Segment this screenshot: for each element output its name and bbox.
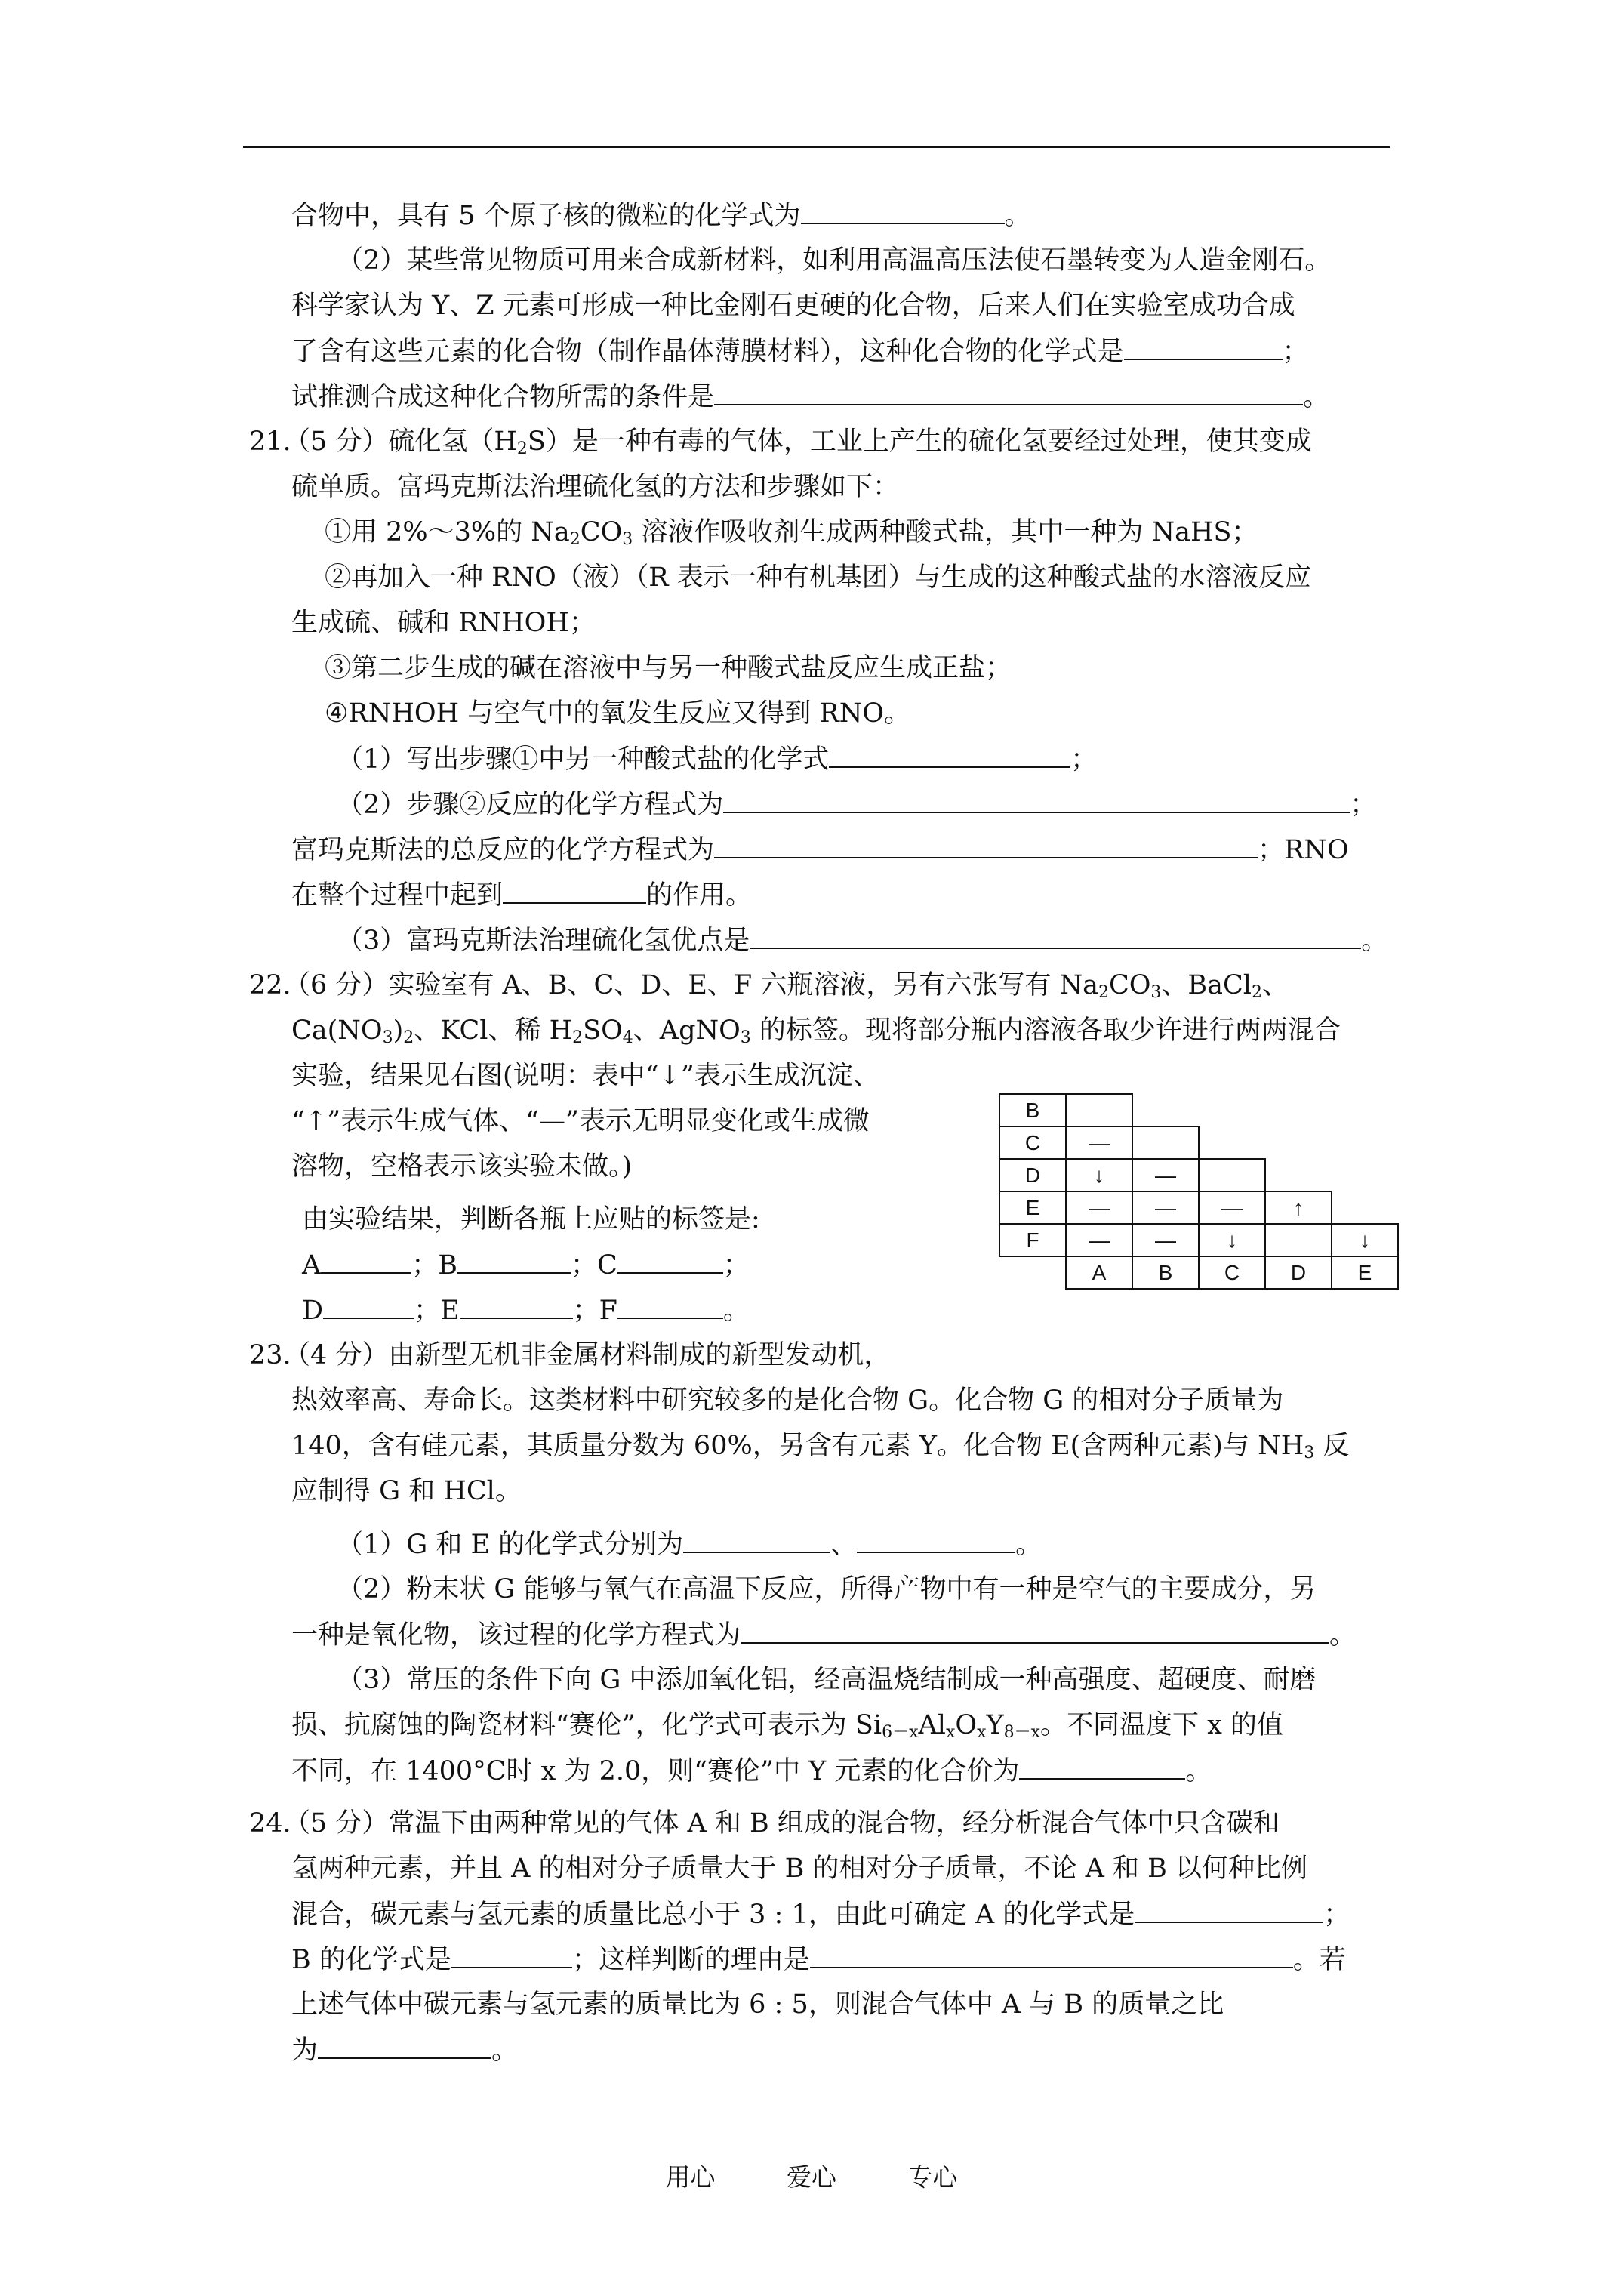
q22-line6: 由实验结果，判断各瓶上应贴的标签是: <box>302 1204 760 1234</box>
text: ； <box>1323 1900 1350 1930</box>
text: 试推测合成这种化合物所需的条件是 <box>291 382 715 412</box>
text: A <box>302 1250 322 1281</box>
question-number: 22. <box>249 970 291 1000</box>
text: ； <box>1070 744 1098 775</box>
q22-line3: 实验，结果见右图(说明：表中“↓”表示生成沉淀、 <box>291 1061 879 1091</box>
text: 。 <box>1185 1756 1212 1786</box>
answer-blank[interactable] <box>1135 1897 1323 1923</box>
text: 不同，在 1400°C时 x 为 2.0，则“赛伦”中 Y 元素的化合价为 <box>291 1756 1020 1786</box>
text: CO <box>580 517 623 547</box>
q23-sub3: （3）常压的条件下向 G 中添加氧化铝，经高温烧结制成一种高强度、超硬度、耐磨 <box>337 1665 1317 1695</box>
q20-line5 <box>291 380 1329 414</box>
text: ； <box>722 1250 750 1281</box>
result-cell: — <box>1132 1158 1200 1192</box>
q23-sub3b <box>291 1709 1283 1742</box>
answer-blank[interactable] <box>503 878 646 904</box>
subscript: 6－x <box>882 1723 919 1742</box>
text: 、BaCl <box>1161 970 1252 1000</box>
text: 、KCl、稀 H <box>414 1015 573 1046</box>
q23-sub2b <box>291 1618 1356 1652</box>
row-label-F: F <box>999 1223 1067 1257</box>
text: Y <box>986 1710 1004 1740</box>
subscript: 2 <box>516 439 528 458</box>
col-label-C: C <box>1198 1256 1266 1290</box>
row-label-B: B <box>999 1093 1067 1127</box>
answer-blank[interactable] <box>318 2033 491 2059</box>
subscript: 3 <box>382 1028 393 1047</box>
question-number: 24. <box>249 1808 291 1838</box>
q21-step1 <box>325 516 1258 549</box>
col-label-B: B <box>1132 1256 1200 1290</box>
text: 合物中，具有 5 个原子核的微粒的化学式为 <box>291 201 801 231</box>
result-cell <box>1264 1223 1332 1257</box>
subscript: 3 <box>622 530 633 549</box>
q22-answers-row1 <box>302 1248 750 1282</box>
text: 。 <box>722 1296 750 1326</box>
text: 富玛克斯法的总反应的化学方程式为 <box>291 835 715 865</box>
text: 。 <box>1329 1620 1357 1650</box>
q24-line1: （5 分）常温下由两种常见的气体 A 和 B 组成的混合物，经分析混合气体中只含碳和 <box>284 1808 1280 1838</box>
answer-blank[interactable] <box>723 787 1350 813</box>
page-footer <box>0 2158 1623 2193</box>
text: （1）写出步骤①中另一种酸式盐的化学式 <box>337 744 830 775</box>
text: ；C <box>571 1250 617 1281</box>
q21-step4: ④RNHOH 与空气中的氧发生反应又得到 RNO。 <box>325 698 911 729</box>
text: 在整个过程中起到 <box>291 880 504 911</box>
subscript: 3 <box>1304 1444 1315 1462</box>
text: 一种是氧化物，该过程的化学方程式为 <box>291 1620 741 1650</box>
subscript: 2 <box>403 1028 414 1047</box>
row-label-E: E <box>999 1191 1067 1225</box>
answer-blank[interactable] <box>683 1527 830 1553</box>
text: 、 <box>1261 970 1289 1000</box>
answer-blank[interactable] <box>714 380 1303 405</box>
header-rule <box>243 146 1390 148</box>
text: ；RNO <box>1258 835 1349 865</box>
q20-line2: （2）某些常见物质可用来合成新材料，如利用高温高压法使石墨转变为人造金刚石。 <box>337 245 1332 276</box>
subscript: 8－x <box>1003 1723 1041 1742</box>
q20-line3: 科学家认为 Y、Z 元素可形成一种比金刚石更硬的化合物，后来人们在实验室成功合成 <box>291 291 1295 321</box>
q21-step3: ③第二步生成的碱在溶液中与另一种酸式盐反应生成正盐； <box>325 653 1012 683</box>
q21-line2: 硫单质。富玛克斯法治理硫化氢的方法和步骤如下： <box>291 472 900 502</box>
answer-blank-b[interactable] <box>457 1248 571 1274</box>
q23-line1: （4 分）由新型无机非金属材料制成的新型发动机， <box>284 1340 891 1370</box>
answer-blank[interactable] <box>829 742 1070 768</box>
answer-blank-c[interactable] <box>617 1248 723 1274</box>
subscript: 3 <box>740 1028 751 1047</box>
footer-text: 用心 <box>665 2162 716 2192</box>
result-cell: — <box>1065 1223 1133 1257</box>
text: ； <box>1350 790 1377 820</box>
answer-blank-e[interactable] <box>460 1293 573 1319</box>
result-cell: — <box>1198 1191 1266 1225</box>
text: （2）步骤②反应的化学方程式为 <box>337 790 724 820</box>
q21-sub2 <box>337 787 1376 821</box>
text: 。 <box>491 2036 519 2066</box>
col-label-A: A <box>1065 1256 1133 1290</box>
text: （1）G 和 E 的化学式分别为 <box>337 1530 684 1560</box>
q23-sub2: （2）粉末状 G 能够与氧气在高温下反应，所得产物中有一种是空气的主要成分，另 <box>337 1574 1317 1604</box>
subscript: 2 <box>569 530 581 549</box>
result-cell: ↓ <box>1331 1223 1399 1257</box>
text: ；E <box>414 1296 460 1326</box>
text: ；这样判断的理由是 <box>571 1945 810 1975</box>
q24-line2: 氢两种元素，并且 A 的相对分子质量大于 B 的相对分子质量，不论 A 和 B 以何种比例 <box>291 1854 1307 1884</box>
answer-blank[interactable] <box>857 1527 1015 1553</box>
answer-blank[interactable] <box>750 923 1361 949</box>
text: （3）富玛克斯法治理硫化氢优点是 <box>337 926 750 956</box>
text: 。 <box>1361 926 1388 956</box>
q22-line5: 溶物，空格表示该实验未做。) <box>291 1151 633 1182</box>
text: ； <box>1282 337 1309 367</box>
text: D <box>302 1296 324 1326</box>
text: S）是一种有毒的气体，工业上产生的硫化氢要经过处理，使其变成 <box>527 427 1312 457</box>
text: 的作用。 <box>646 880 753 911</box>
text: B 的化学式是 <box>291 1945 451 1975</box>
footer-text: 爱心 <box>787 2162 836 2192</box>
subscript: 3 <box>1150 983 1162 1002</box>
subscript: 4 <box>622 1028 633 1047</box>
text: ；B <box>411 1250 458 1281</box>
text: 140，含有硅元素，其质量分数为 60%，另含有元素 Y。化合物 E(含两种元素)与 NH <box>291 1431 1304 1461</box>
q23-sub3c <box>291 1754 1212 1788</box>
result-cell: — <box>1132 1191 1200 1225</box>
result-cell: ↓ <box>1198 1223 1266 1257</box>
answer-blank-a[interactable] <box>321 1248 411 1274</box>
result-cell: — <box>1065 1191 1133 1225</box>
text: 反 <box>1314 1431 1350 1461</box>
q21-step2: ②再加入一种 RNO（液）（R 表示一种有机基团）与生成的这种酸式盐的水溶液反应 <box>325 562 1311 593</box>
text: 的标签。现将部分瓶内溶液各取少许进行两两混合 <box>750 1015 1341 1046</box>
text: 为 <box>291 2036 319 2066</box>
q23-line2: 热效率高、寿命长。这类材料中研究较多的是化合物 G。化合物 G 的相对分子质量为 <box>291 1385 1284 1416</box>
answer-blank[interactable] <box>451 1943 572 1968</box>
q21-sub2c <box>291 878 752 912</box>
q20-line4 <box>291 334 1309 368</box>
text: 损、抗腐蚀的陶瓷材料“赛伦”，化学式可表示为 Si <box>291 1710 882 1740</box>
answer-blank-f[interactable] <box>617 1293 723 1319</box>
q24-line4 <box>291 1943 1346 1977</box>
text: （6 分）实验室有 A、B、C、D、E、F 六瓶溶液，另有六张写有 Na <box>284 970 1098 1000</box>
q24-line3 <box>291 1897 1350 1931</box>
text: 了含有这些元素的化合物（制作晶体薄膜材料），这种化合物的化学式是 <box>291 337 1124 367</box>
text: 。 <box>1004 201 1031 231</box>
text: Ca(NO <box>291 1015 383 1046</box>
text: （5 分）硫化氢（H <box>284 427 517 457</box>
q21-sub2b <box>291 833 1349 867</box>
text: CO <box>1108 970 1151 1000</box>
text: 。若 <box>1292 1945 1346 1975</box>
result-cell: ↓ <box>1065 1158 1133 1192</box>
q22-line4: “↑”表示生成气体、“—”表示无明显变化或生成微 <box>291 1106 870 1136</box>
answer-blank[interactable] <box>714 833 1258 858</box>
col-label-D: D <box>1264 1256 1332 1290</box>
q22-line2 <box>291 1014 1341 1047</box>
footer-text: 专心 <box>907 2162 958 2192</box>
result-cell <box>1198 1158 1266 1192</box>
row-label-D: D <box>999 1158 1067 1192</box>
q22-answers-row2 <box>302 1293 750 1327</box>
text: 混合，碳元素与氢元素的质量比总小于 3 : 1，由此可确定 A 的化学式是 <box>291 1900 1135 1930</box>
result-cell: ↑ <box>1264 1191 1332 1225</box>
text: Al <box>918 1710 946 1740</box>
answer-blank-d[interactable] <box>323 1293 414 1319</box>
answer-blank[interactable] <box>801 199 1005 224</box>
q24-line5: 上述气体中碳元素与氢元素的质量比为 6 : 5，则混合气体中 A 与 B 的质量之比 <box>291 1989 1224 2020</box>
q21-sub3 <box>337 923 1387 957</box>
q21-step2-cont: 生成硫、碱和 RNHOH； <box>291 608 596 638</box>
answer-blank[interactable] <box>1019 1754 1185 1780</box>
text: 。不同温度下 x 的值 <box>1040 1710 1284 1740</box>
subscript: 2 <box>572 1028 584 1047</box>
answer-blank[interactable] <box>741 1618 1329 1644</box>
q24-line6 <box>291 2033 518 2067</box>
text: ；F <box>572 1296 617 1326</box>
text: O <box>955 1710 978 1740</box>
text: 、 <box>830 1530 858 1560</box>
result-cell <box>1065 1093 1133 1127</box>
answer-blank[interactable] <box>1124 334 1283 360</box>
row-label-C: C <box>999 1126 1067 1160</box>
subscript: 2 <box>1098 983 1109 1002</box>
q20-line1 <box>291 199 1031 233</box>
result-cell: — <box>1132 1223 1200 1257</box>
col-label-E: E <box>1331 1256 1399 1290</box>
answer-blank[interactable] <box>810 1943 1293 1968</box>
q23-line3 <box>291 1429 1349 1462</box>
q23-sub1 <box>337 1527 1042 1561</box>
result-cell: — <box>1065 1126 1133 1160</box>
text: 溶液作吸收剂生成两种酸式盐，其中一种为 NaHS； <box>633 517 1258 547</box>
question-number: 21. <box>249 427 291 457</box>
q23-line4: 应制得 G 和 HCl。 <box>291 1476 522 1506</box>
text: 。 <box>1303 382 1330 412</box>
question-number: 23. <box>249 1340 291 1370</box>
subscript: 2 <box>1251 983 1262 1002</box>
text: 。 <box>1015 1530 1042 1560</box>
result-cell <box>1132 1126 1200 1160</box>
q21-sub1 <box>337 742 1097 776</box>
q22-line1 <box>284 969 1289 1002</box>
text: SO <box>583 1015 623 1046</box>
q21-line1 <box>284 425 1312 458</box>
subscript: x <box>977 1723 987 1742</box>
text: ①用 2%～3%的 Na <box>325 517 570 547</box>
text: 、AgNO <box>633 1015 741 1046</box>
subscript: x <box>945 1723 956 1742</box>
text: ) <box>393 1015 404 1046</box>
